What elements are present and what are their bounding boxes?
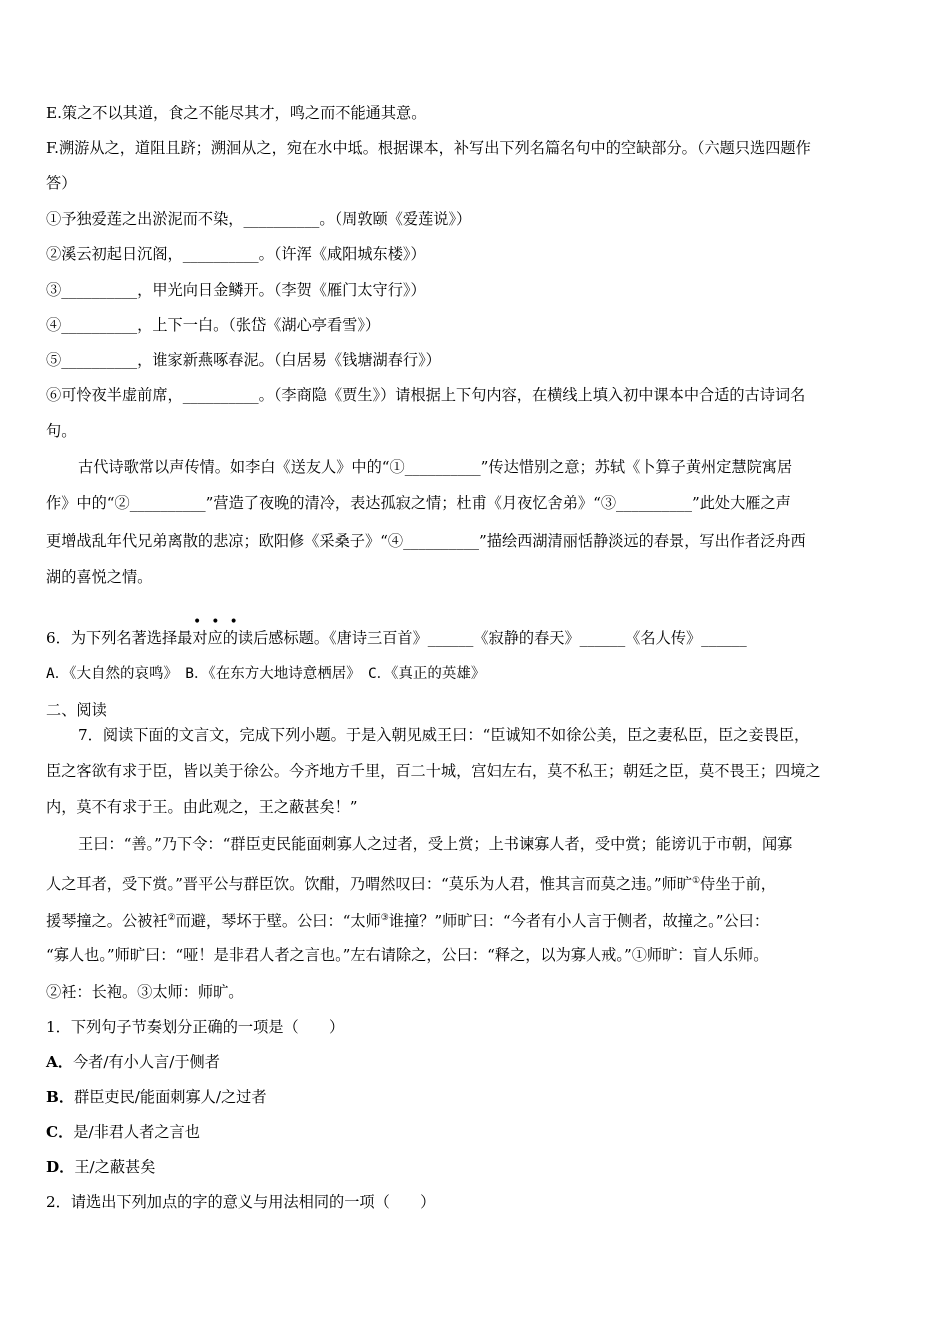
- footnote-mark: ①: [691, 876, 701, 886]
- text-line: 古代诗歌常以声传情。如李白《送友人》中的“①__________”传达惜别之意；苏轼《卜算子黄州定慧院寓居: [78, 458, 793, 476]
- text-line: 7．阅读下面的文言文，完成下列小题。于是入朝见威王曰：“臣诚知不如徐公美，臣之妻私臣，臣之妾畏臣，: [78, 726, 810, 744]
- text-line: ②溪云初起日沉阁，__________。（许浑《咸阳城东楼》）: [46, 245, 426, 263]
- text-span: 人之耳者，受下赏。”晋平公与群臣饮。饮酣，乃喟然叹曰：“莫乐为人君，惟其言而莫之违。”师旷: [46, 875, 692, 894]
- text-line: 王曰：“善。”乃下令：“群臣吏民能面刺寡人之过者，受上赏；上书谏寡人者，受中赏；能谤讥于市朝，闻寡: [78, 835, 793, 853]
- text-line: 更增战乱年代兄弟离散的悲凉；欧阳修《采桑子》“④__________”描绘西湖清丽恬静淡远的春景，写出作者泛舟西: [46, 532, 806, 550]
- text-line: F.溯游从之，道阻且跻；溯洄从之，宛在水中坻。根据课本，补写出下列名篇名句中的空缺部分。（六题只选四题作: [46, 139, 811, 157]
- text-line: ⑥可怜夜半虚前席，__________。（李商隐《贾生》）请根据上下句内容，在横线上填入初中课本中合适的古诗词名: [46, 386, 806, 404]
- option-text: 今者/有小人言/于侧者: [72, 1053, 220, 1071]
- option-key: C．: [46, 1123, 74, 1141]
- option-key: A．: [46, 1053, 73, 1071]
- option-text: 群臣吏民/能面刺寡人/之过者: [74, 1088, 267, 1106]
- text-line: [46, 870, 776, 895]
- text-line: 臣之客欲有求于臣，皆以美于徐公。今齐地方千里，百二十城，宫妇左右，莫不私王；朝廷之臣，莫不畏王；四境之: [46, 762, 821, 780]
- text-line: [46, 907, 769, 932]
- question-6: 6．为下列名著选择最对应的读后感标题。《唐诗三百首》______《寂静的春天》______《名人传》______: [46, 629, 747, 647]
- text-span: 而避，琴坏于壁。公曰：“太师: [175, 912, 381, 931]
- question-2: 2．请选出下列加点的字的意义与用法相同的一项（ ）: [46, 1193, 436, 1211]
- footnote-mark: ③: [380, 913, 389, 923]
- text-span: 援琴撞之。公被衽: [46, 912, 168, 931]
- text-line: “寡人也。”师旷曰：“哑！是非君人者之言也。”左右请除之，公曰：“释之，以为寡人戒。”①师旷：盲人乐师。: [46, 946, 769, 964]
- text-line: 湖的喜悦之情。: [46, 568, 153, 586]
- emphasis-dots: •••: [193, 614, 248, 630]
- text-line: 内，莫不有求于王。由此观之，王之蔽甚矣！”: [46, 798, 358, 816]
- text-line: 句。: [46, 422, 77, 440]
- text-span: 谁撞？”师旷曰：“今者有小人言于侧者，故撞之。”公曰：: [388, 912, 770, 931]
- footnote-mark: ②: [167, 913, 176, 923]
- option-text: 王/之蔽甚矣: [74, 1158, 156, 1176]
- footnotes: ②衽：长袍。③太师：师旷。: [46, 983, 244, 1001]
- option-d: [46, 1156, 155, 1178]
- option-key: B．: [46, 1088, 75, 1106]
- text-line: 答）: [46, 174, 77, 192]
- text-line: ④__________，上下一白。（张岱《湖心亭看雪》）: [46, 316, 381, 334]
- option-b: [46, 1086, 267, 1108]
- text-line: ③__________，甲光向日金鳞开。（李贺《雁门太守行》）: [46, 281, 426, 299]
- text-span: 1．下列句子节奏划分正确的一项是（ ）: [46, 1018, 345, 1036]
- text-line: E.策之不以其道，食之不能尽其才，鸣之而不能通其意。: [46, 104, 427, 122]
- option-c: [46, 1121, 200, 1143]
- option-key: D．: [46, 1158, 75, 1176]
- text-line: 作》中的“②__________”营造了夜晚的清冷，表达孤寂之情；杜甫《月夜忆舍弟》“③__________”此处大雁之声: [46, 494, 791, 512]
- text-line: ⑤__________，谁家新燕啄春泥。（白居易《钱塘湖春行》）: [46, 351, 441, 369]
- question-1: [46, 1016, 344, 1038]
- section-heading: 二、阅读: [46, 701, 107, 719]
- option-a: [46, 1051, 220, 1073]
- text-line: ①予独爱莲之出淤泥而不染，__________。（周敦颐《爱莲说》）: [46, 210, 472, 228]
- question-6-options: A．《大自然的哀鸣》 B．《在东方大地诗意栖居》 C．《真正的英雄》: [46, 666, 486, 682]
- text-span: 侍坐于前，: [700, 875, 776, 894]
- option-text: 是/非君人者之言也: [73, 1123, 200, 1141]
